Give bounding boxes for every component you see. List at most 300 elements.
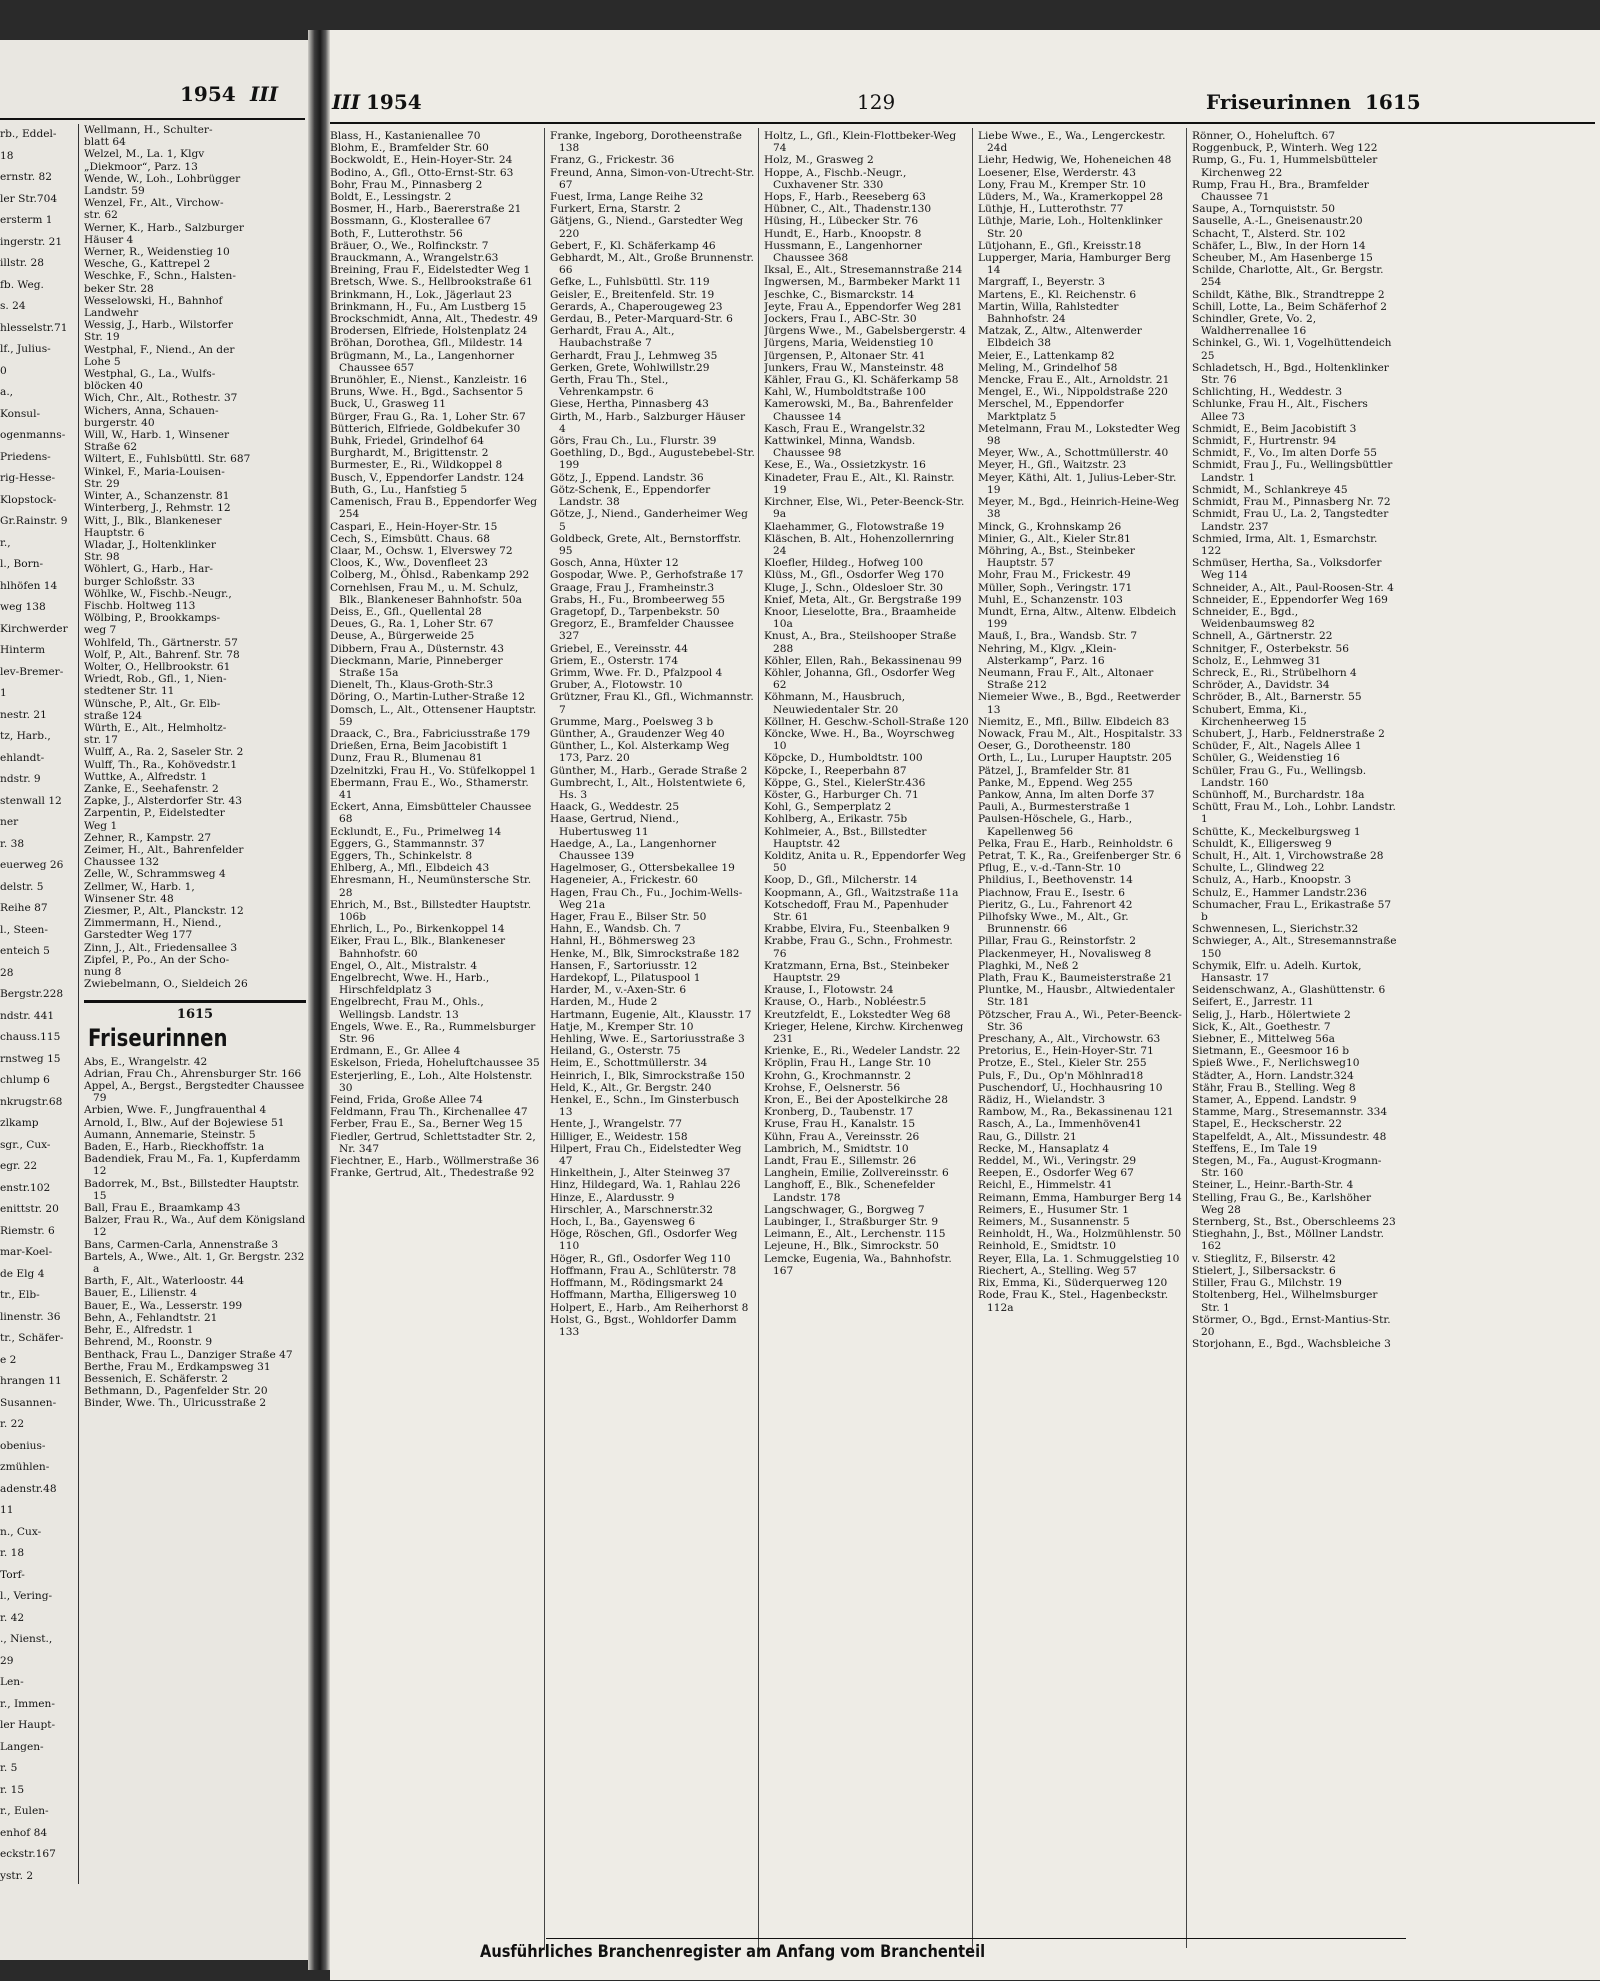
directory-entry: Winterberg, J., Rehmstr. 12 [84,502,231,515]
directory-entry: Schmidt, E., Beim Jacobistift 3 [1192,422,1357,435]
directory-entry: Klopstock- [0,493,57,506]
directory-entry: Storjohann, E., Bgd., Wachsbleiche 3 [1192,1338,1391,1351]
directory-entry: Hoffmann, Frau A., Schlüterstr. 78 [550,1264,737,1277]
section-title: Friseurinnen [88,1023,228,1052]
directory-entry: Gosch, Anna, Hüxter 12 [550,557,679,570]
directory-entry: Schulte, L., Glindweg 22 [1192,862,1325,875]
directory-entry: Hinkelthein, J., Alter Steinweg 37 [550,1167,731,1180]
directory-entry: Haedge, A., La., Langenhorner Chaussee 139 [550,837,717,862]
directory-entry: Recke, M., Hansaplatz 4 [978,1142,1110,1155]
directory-entry: Bockwoldt, E., Hein-Hoyer-Str. 24 [330,154,513,167]
directory-entry: Kluge, J., Schn., Oldesloer Str. 30 [764,581,944,594]
directory-entry: Stieghahn, J., Bst., Möllner Landstr. 162 [1192,1228,1385,1253]
directory-entry: Priedens- [0,450,51,463]
directory-entry: Jeyte, Frau A., Eppendorfer Weg 281 [764,300,963,313]
directory-entry: Schmidt, Frau J., Fu., Wellingsbüttler Landstr. 1 [1192,459,1393,484]
directory-entry: Margraff, I., Beyerstr. 3 [978,276,1105,289]
directory-entry: Schumacher, Frau L., Erikastraße 57 b [1192,898,1392,923]
directory-entry: Schmied, Irma, Alt. 1, Esmarchstr. 122 [1192,532,1378,557]
directory-entry: Harden, M., Hude 2 [550,996,658,1009]
directory-entry: Zellmer, W., Harb. 1, [84,880,195,893]
directory-entry: Barth, F., Alt., Waterloostr. 44 [84,1275,245,1288]
directory-entry: Baden, E., Harb., Rieckhoffstr. 1a [84,1141,265,1154]
directory-entry: Dibbern, Frau A., Düsternstr. 43 [330,642,504,655]
directory-entry: Siebner, E., Mittelweg 56a [1192,1033,1335,1046]
directory-entry: Balzer, Frau R., Wa., Auf dem Königsland 12 [84,1214,306,1239]
directory-entry: hrangen 11 [0,1375,62,1387]
directory-entry: Iksal, E., Alt., Stresemannstraße 214 [764,264,963,277]
directory-entry: Eskelson, Frieda, Hoheluftchaussee 35 [330,1057,540,1070]
directory-entry: Liebe Wwe., E., Wa., Lengerckestr. 24d [978,130,1166,155]
directory-entry: Puls, F., Du., Op'n Möhlnrad18 [978,1069,1144,1082]
directory-entry: Wulff, Th., Ra., Kohövedstr.1 [84,758,238,771]
directory-entry: Hundt, E., Harb., Knoopstr. 8 [764,227,922,240]
directory-entry: Klaehammer, G., Flotowstraße 19 [764,520,945,533]
directory-entry: Wich, Chr., Alt., Rothestr. 37 [84,392,238,405]
directory-entry: Bräuer, O., We., Rolfinckstr. 7 [330,239,489,252]
directory-entry: Ebermann, Frau E., Wo., Sthamerstr. 41 [330,776,529,801]
directory-entry: Höger, R., Gfl., Osdorfer Weg 110 [550,1252,731,1265]
directory-entry: Krause, I., Flotowstr. 24 [764,984,894,997]
directory-entry: Pillar, Frau G., Reinstorfstr. 2 [978,935,1136,948]
directory-entry: Bergstr.228 [0,988,64,1000]
directory-entry: Hoffmann, Martha, Elligersweg 10 [550,1289,737,1302]
directory-entry: Störmer, O., Bgd., Ernst-Mantius-Str. 20 [1192,1313,1391,1338]
directory-entry: 28 [0,966,14,979]
directory-entry: Wölbing, P., Brookkamps- [84,612,221,625]
directory-entry: Schüler, Frau G., Fu., Wellingsb. Landstr. 160 [1192,764,1367,789]
directory-entry: Schult, H., Alt. 1, Virchowstraße 28 [1192,849,1384,862]
directory-entry: Roggenbuck, P., Winterh. Weg 122 [1192,142,1378,155]
directory-entry: rnstweg 15 [0,1052,61,1065]
directory-entry: Meyer, H., Gfl., Waitzstr. 23 [978,459,1127,472]
directory-entry: Bauer, E., Lilienstr. 4 [84,1287,198,1300]
directory-entry: Eggers, Th., Schinkelstr. 8 [330,849,473,862]
directory-entry: Krohse, F., Oelsnerstr. 56 [764,1081,901,1094]
directory-entry: Jürgens Wwe., M., Gabelsbergerstr. 4 [764,325,967,338]
directory-entry: Stapelfeldt, A., Alt., Missundestr. 48 [1192,1130,1387,1143]
directory-entry: Westphal, G., La., Wulfs- [84,368,216,381]
directory-entry: Haase, Gertrud, Niend., Hubertusweg 11 [550,813,680,838]
directory-entry: Höge, Röschen, Gfl., Osdorfer Weg 110 [550,1228,738,1253]
directory-entry: ingerstr. 21 [0,235,63,248]
page-number: 129 [857,90,896,114]
directory-entry: Wolf, P., Alt., Bahrenf. Str. 78 [84,648,240,661]
directory-entry: Lambrich, M., Smidtstr. 10 [764,1142,909,1155]
column-rule-4 [1186,128,1187,1948]
directory-entry: Behr, E., Alfredstr. 1 [84,1324,194,1337]
directory-entry: Götze, J., Niend., Ganderheimer Weg 5 [550,508,748,533]
directory-entry: Gefke, L., Fuhlsbüttl. Str. 119 [550,276,710,289]
directory-entry: Hageneier, A., Frickestr. 60 [550,874,698,887]
directory-entry: blatt 64 [84,136,126,149]
directory-entry: Sauselle, A.-L., Gneisenaustr.20 [1192,215,1363,228]
directory-entry: Feind, Frida, Große Allee 74 [330,1094,483,1107]
directory-entry: ndstr. 9 [0,773,41,785]
directory-entry: Kohl, G., Semperplatz 2 [764,801,892,814]
directory-entry: str. 17 [84,734,118,747]
directory-entry: Bessenich, E. Schäferstr. 2 [84,1372,229,1385]
directory-entry: Schröder, B., Alt., Barnerstr. 55 [1192,691,1362,704]
directory-entry: Cloos, K., Ww., Dovenfleet 23 [330,557,488,570]
directory-entry: obenius- [0,1439,46,1452]
directory-entry: Reimann, Emma, Hamburger Berg 14 [978,1191,1182,1204]
directory-entry: Gruber, A., Flotowstr. 10 [550,679,683,692]
directory-entry: nkrugstr.68 [0,1095,63,1108]
directory-entry: Cornehlsen, Frau M., u. M. Schulz, Blk., Blankeneser Bahnhofstr. 50a [330,581,522,606]
directory-entry: Hagen, Frau Ch., Fu., Jochim-Wells-Weg 21a [550,886,743,911]
directory-entry: Pötzscher, Frau A., Wi., Peter-Beenck-Str. 36 [978,1008,1182,1033]
directory-entry: Behrend, M., Roonstr. 9 [84,1336,213,1349]
directory-entry: Meyer, Ww., A., Schottmüllerstr. 40 [978,447,1169,460]
directory-entry: Reimers, M., Susannenstr. 5 [978,1216,1130,1229]
directory-entry: ler Str.704 [0,192,58,205]
directory-entry: Domsch, L., Alt., Ottensener Hauptstr. 59 [330,703,537,728]
directory-entry: eckstr.167 [0,1848,56,1860]
directory-entry: Pätzel, J., Bramfelder Str. 81 [978,764,1131,777]
directory-entry: Ehlberg, A., Mfl., Elbdeich 43 [330,862,490,875]
directory-entry: Krieger, Helene, Kirchw. Kirchenweg 231 [764,1020,964,1046]
directory-entry: Str. 98 [84,551,120,564]
directory-entry: r. 15 [0,1783,25,1796]
left-column-1 [0,124,76,1894]
directory-entry: Franke, Ingeborg, Dorotheenstraße 138 [550,130,742,155]
book-gutter [308,30,330,1970]
directory-entry: Susannen- [0,1396,57,1409]
directory-entry: Will, W., Harb. 1, Winsener [84,429,230,442]
directory-entry: Blohm, E., Bramfelder Str. 60 [330,142,489,155]
directory-entry: stedtener Str. 11 [84,685,175,698]
directory-entry: Stoltenberg, Hel., Wilhelmsburger Str. 1 [1192,1289,1378,1314]
directory-entry: Scholz, E., Lehmweg 31 [1192,654,1322,667]
directory-entry: Meyer, Käthi, Alt. 1, Julius-Leber-Str. 19 [978,471,1177,496]
directory-entry: Lüthje, Marie, Loh., Holtenklinker Str. 20 [978,215,1163,240]
directory-entry: Lüders, M., Wa., Kramerkoppel 28 [978,191,1164,204]
directory-entry: Bohr, Frau M., Pinnasberg 2 [330,178,483,191]
directory-entry: Zelle, W., Schrammsweg 4 [84,868,226,881]
directory-entry: Langen- [0,1740,44,1753]
directory-entry: Benthack, Frau L., Danziger Straße 47 [84,1348,293,1361]
directory-entry: straße 124 [84,709,143,722]
directory-entry: Minier, G., Alt., Kieler Str.81 [978,532,1131,545]
directory-entry: burgerstr. 40 [84,416,155,429]
directory-entry: Hoch, I., Ba., Gayensweg 6 [550,1216,696,1229]
directory-entry: Henke, M., Blk, Simrockstraße 182 [550,947,740,960]
directory-entry: Stielert, J., Silbersackstr. 6 [1192,1264,1336,1277]
directory-entry: r., Eulen- [0,1805,49,1817]
directory-entry: Freund, Anna, Simon-von-Utrecht-Str. 67 [550,166,755,191]
directory-entry: Henkel, E., Schn., Im Ginsterbusch 13 [550,1094,740,1119]
directory-entry: lf., Julius- [0,343,51,355]
directory-entry: Krohn, G., Krochmannstr. 2 [764,1069,912,1082]
directory-entry: Hoffmann, M., Rödingsmarkt 24 [550,1277,724,1290]
directory-entry: Bütterich, Elfriede, Goldbekufer 30 [330,422,521,435]
directory-entry: Laubinger, I., Straßburger Str. 9 [764,1216,939,1229]
directory-entry: Kreutzfeldt, E., Lokstedter Weg 68 [764,1008,951,1021]
directory-entry: Deiss, E., Gfl., Quellental 28 [330,605,482,618]
directory-entry: Gerken, Grete, Wohlwillstr.29 [550,361,710,374]
directory-entry: Fiechtner, E., Harb., Wöllmerstraße 36 [330,1155,540,1168]
directory-entry: Dunz, Frau R., Blumenau 81 [330,752,483,765]
directory-entry: Reyer, Ella, La. 1. Schmuggelstieg 10 [978,1252,1180,1265]
directory-entry: Steffens, E., Im Tale 19 [1192,1142,1318,1155]
directory-entry: Kühn, Frau A., Vereinsstr. 26 [764,1130,920,1143]
directory-entry: Günther, A., Graudenzer Weg 40 [550,727,725,740]
directory-entry: enteich 5 [0,945,50,957]
directory-entry: Stähr, Frau B., Stelling. Weg 8 [1192,1081,1356,1094]
directory-entry: Schreck, E., Ri., Strübelhorn 4 [1192,666,1357,679]
directory-entry: Schmidt, F., Vo., Im alten Dorfe 55 [1192,447,1377,460]
directory-entry: Adrian, Frau Ch., Ahrensburger Str. 166 [84,1067,302,1080]
directory-entry: Meling, M., Grindelhof 58 [978,361,1118,374]
directory-entry: Garstedter Weg 177 [84,929,193,942]
directory-entry: Lüthje, H., Lutterothstr. 77 [978,203,1124,216]
directory-entry: enittstr. 20 [0,1203,59,1215]
directory-entry: Zeimer, H., Alt., Bahrenfelder [84,843,244,856]
directory-entry: Busch, V., Eppendorfer Landstr. 124 [330,471,525,484]
directory-entry: Götz-Schenk, E., Eppendorfer Landstr. 38 [550,483,711,509]
directory-entry: ler Haupt- [0,1719,56,1731]
listing-column-5 [1192,130,1397,1930]
directory-entry: Winsener Str. 48 [84,892,174,905]
directory-entry: Jockers, Frau I., ABC-Str. 30 [764,313,917,326]
directory-entry: Hardekopf, L., Pilatuspool 1 [550,972,701,985]
directory-entry: Engelbrecht, Wwe. H., Harb., Hirschfeldplatz 3 [330,972,490,997]
directory-entry: Jürgens, Maria, Weidenstieg 10 [764,337,934,350]
directory-entry: Franz, G., Frickestr. 36 [550,154,675,167]
directory-entry: Pretorius, E., Hein-Hoyer-Str. 71 [978,1045,1154,1058]
directory-entry: Spieß Wwe., F., Nerlichsweg10 [1192,1057,1360,1070]
directory-entry: Wohlfeld, Th., Gärtnerstr. 57 [84,636,238,649]
directory-entry: Schulz, A., Harb., Knoopstr. 3 [1192,874,1352,887]
directory-entry: Zarpentin, P., Eidelstedter [84,807,225,820]
directory-entry: Schnell, A., Gärtnerstr. 22 [1192,630,1333,643]
directory-entry: Riechert, A., Stelling. Weg 57 [978,1264,1137,1277]
directory-entry: Kahl, W., Humboldtstraße 100 [764,386,927,399]
directory-entry: Bartels, A., Wwe., Alt. 1, Gr. Bergstr. 232 a [84,1250,305,1276]
directory-entry: Wolter, O., Hellbrookstr. 61 [84,660,231,673]
directory-entry: Brunöhler, E., Nienst., Kanzleistr. 16 [330,374,527,387]
directory-entry: Deuse, A., Bürgerweide 25 [330,630,475,643]
directory-entry: weg 7 [84,624,117,637]
directory-entry: Meier, E., Lattenkamp 82 [978,349,1115,362]
directory-entry: Rambow, M., Ra., Bekassinenau 121 [978,1106,1174,1119]
directory-entry: Pieritz, G., Lu., Fahrenort 42 [978,898,1133,911]
directory-entry: adenstr.48 [0,1482,57,1495]
directory-entry: r. 22 [0,1418,25,1430]
directory-entry: Schäfer, L., Blw., In der Horn 14 [1192,239,1366,252]
directory-entry: hlesselstr.71 [0,321,68,334]
directory-entry: Gregorz, E., Bramfelder Chaussee 327 [550,618,734,643]
directory-entry: Lemcke, Eugenia, Wa., Bahnhofstr. 167 [764,1252,952,1277]
directory-entry: Steiner, L., Heinr.-Barth-Str. 4 [1192,1179,1354,1192]
directory-entry: Hente, J., Wrangelstr. 77 [550,1118,682,1131]
directory-entry: Lony, Frau M., Kremper Str. 10 [978,178,1146,191]
directory-entry: Langschwager, G., Borgweg 7 [764,1203,925,1216]
directory-entry: Chaussee 132 [84,856,160,869]
directory-entry: Kohlmeier, A., Bst., Billstedter Hauptstr. 42 [764,825,927,850]
directory-entry: Hagelmoser, G., Ottersbekallee 19 [550,862,735,875]
directory-entry: Hinterm [0,644,46,656]
directory-entry: s. 24 [0,300,26,312]
directory-entry: Kruse, Frau H., Kanalstr. 15 [764,1118,916,1131]
directory-entry: Köncke, Wwe. H., Ba., Woyrschweg 10 [764,727,955,753]
directory-entry: Sick, K., Alt., Goethestr. 7 [1192,1020,1331,1033]
directory-entry: Wesche, G., Kattrepel 2 [84,258,211,271]
directory-entry: Martin, Willa, Rahlstedter Bahnhofstr. 24 [978,300,1119,326]
directory-entry: Holst, G., Bgst., Wohldorfer Damm 133 [550,1313,737,1338]
directory-entry: Hahnl, H., Böhmersweg 23 [550,935,696,948]
directory-entry: Geisler, E., Breitenfeld. Str. 19 [550,288,715,301]
directory-entry: Götz, J., Eppend. Landstr. 36 [550,471,704,484]
directory-entry: Ehrich, M., Bst., Billstedter Hauptstr. 106b [330,898,532,923]
directory-entry: Schlunke, Frau H., Alt., Fischers Allee 73 [1192,398,1368,423]
directory-entry: Schmidt, F., Hurtrenstr. 94 [1192,435,1337,448]
directory-entry: Zanke, E., Seehafenstr. 2 [84,782,219,795]
directory-entry: Loesener, Else, Werderstr. 43 [978,166,1136,179]
directory-entry: Gr.Rainstr. 9 [0,515,68,527]
directory-entry: Grützner, Frau Kl., Gfl., Wichmannstr. 7 [550,691,754,716]
directory-entry: Schubert, J., Harb., Feldnerstraße 2 [1192,727,1385,740]
directory-entry: Giese, Hertha, Pinnasberg 43 [550,398,709,411]
column-rule-2 [758,128,759,1948]
directory-entry: Protze, E., Stel., Kieler Str. 255 [978,1057,1147,1070]
directory-entry: Rädiz, H., Wielandstr. 3 [978,1094,1106,1107]
directory-entry: Berthe, Frau M., Erdkampsweg 31 [84,1360,271,1373]
directory-entry: Brockschmidt, Anna, Alt., Thedestr. 49 [330,313,538,326]
directory-entry: Dieckmann, Marie, Pinneberger Straße 15a [330,654,503,679]
directory-entry: Zimmermann, H., Niend., [84,917,222,930]
directory-entry: Schladetsch, H., Bgd., Holtenklinker Str. 76 [1192,361,1389,387]
left-column-rule [78,124,79,1884]
directory-entry: Lütjohann, E., Gfl., Kreisstr.18 [978,239,1142,252]
directory-entry: lev-Bremer- [0,665,64,678]
directory-entry: Schütte, K., Meckelburgsweg 1 [1192,825,1361,838]
directory-entry: Seidenschwanz, A., Glashüttenstr. 6 [1192,984,1386,997]
directory-entry: Muhl, E., Schanzenstr. 103 [978,593,1123,606]
directory-entry: Winter, A., Schanzenstr. 81 [84,490,230,503]
directory-entry: Haack, G., Weddestr. 25 [550,801,680,814]
directory-entry: ersterm 1 [0,214,53,226]
directory-entry: Schilde, Charlotte, Alt., Gr. Bergstr. 254 [1192,264,1384,289]
directory-entry: Koopmann, A., Gfl., Waitzstraße 11a [764,886,959,899]
directory-entry: Weg 1 [84,819,118,832]
directory-entry: Hinze, E., Alardusstr. 9 [550,1191,675,1204]
directory-entry: Claar, M., Ochsw. 1, Elverswey 72 [330,544,513,557]
directory-entry: Liehr, Hedwig, We, Hoheneichen 48 [978,154,1172,167]
directory-entry: Schinkel, G., Wi. 1, Vogelhüttendeich 25 [1192,337,1392,362]
directory-entry: ogenmanns- [0,429,66,441]
section-header-number: 1615 [1365,90,1421,114]
directory-entry: Kirchwerder [0,622,68,635]
directory-entry: Cech, S., Eimsbütt. Chaus. 68 [330,532,491,545]
directory-entry: chlump 6 [0,1074,50,1086]
directory-entry: Köllner, H. Geschw.-Scholl-Straße 120 [764,715,969,728]
directory-entry: Bruns, Wwe. H., Bgd., Sachsentor 5 [330,386,524,399]
directory-entry: Engel, O., Alt., Mistralstr. 4 [330,959,478,972]
directory-entry: Hops, F., Harb., Reeseberg 63 [764,191,926,204]
directory-entry: Schüler, G., Weidenstieg 16 [1192,752,1340,765]
directory-entry: Kotschedoff, Frau M., Papenhuder Str. 61 [764,898,949,923]
directory-entry: Arnold, I., Blw., Auf der Bojewiese 51 [84,1116,285,1129]
directory-entry: chauss.115 [0,1031,61,1043]
directory-entry: r. 42 [0,1611,25,1624]
directory-entry: Held, K., Alt., Gr. Bergstr. 240 [550,1081,712,1094]
directory-entry: Selig, J., Harb., Hölertwiete 2 [1192,1008,1351,1021]
directory-entry: Schymik, Elfr. u. Adelh. Kurtok, Hansastr. 17 [1192,959,1362,985]
directory-entry: Bans, Carmen-Carla, Annenstraße 3 [84,1238,279,1251]
directory-entry: Rix, Emma, Ki., Süderquerweg 120 [978,1277,1168,1290]
directory-entry: Brügmann, M., La., Langenhorner Chaussee 657 [330,349,515,374]
directory-entry: Panke, M., Eppend. Weg 255 [978,776,1133,789]
directory-entry: Rasch, A., La., Immenhöven41 [978,1118,1142,1131]
directory-entry: Kron, E., Bei der Apostelkirche 28 [764,1094,948,1107]
directory-entry: beker Str. 28 [84,282,154,295]
directory-entry: Zinn, J., Alt., Friedensallee 3 [84,941,238,954]
directory-entry: Abs, E., Wrangelstr. 42 [84,1055,208,1068]
directory-entry: Krabbe, Elvira, Fu., Steenbalken 9 [764,923,950,936]
directory-entry: Wessig, J., Harb., Wilstorfer [84,319,233,332]
directory-entry: weg 138 [0,601,46,613]
left-header-rule [0,118,305,120]
directory-entry: ndstr. 441 [0,1009,55,1022]
directory-entry: Hirschler, A., Marschnerstr.32 [550,1203,713,1216]
directory-entry: Gebert, F., Kl. Schäferkamp 46 [550,239,716,252]
directory-entry: Fuest, Irma, Lange Reihe 32 [550,191,704,204]
directory-entry: Stegen, M., Fa., August-Krogmann-Str. 160 [1192,1155,1382,1180]
directory-entry: Engelbrecht, Frau M., Ohls., Wellingsb. Landstr. 13 [330,996,484,1021]
directory-entry: Weschke, F., Schn., Halsten- [84,270,236,283]
directory-entry: Schneider, E., Eppendorfer Weg 169 [1192,593,1388,606]
directory-entry: r. 38 [0,837,25,850]
directory-entry: Wulff, A., Ra. 2, Saseler Str. 2 [84,746,244,759]
directory-entry: Wellmann, H., Schulter- [84,124,213,136]
directory-entry: delstr. 5 [0,880,44,893]
directory-entry: Deues, G., Ra. 1, Loher Str. 67 [330,618,494,631]
directory-entry: Gerhardt, Frau A., Alt., Haubachstraße 7 [550,325,675,350]
directory-entry: Metelmann, Frau M., Lokstedter Weg 98 [978,422,1181,448]
directory-entry: Mencke, Frau E., Alt., Arnoldstr. 21 [978,374,1170,387]
directory-entry: Binder, Wwe. Th., Ulricusstraße 2 [84,1397,267,1410]
directory-entry: Neumann, Frau F., Alt., Altonaer Straße 212 [978,666,1154,692]
directory-entry: Kronberg, D., Taubenstr. 17 [764,1106,914,1119]
right-page [330,30,1600,1980]
directory-entry: Hoppe, A., Fischb.-Neugr., Cuxhavener Str. 330 [764,166,907,191]
directory-entry: Hauptstr. 6 [84,526,145,539]
directory-entry: Krienke, E., Ri., Wedeler Landstr. 22 [764,1045,961,1058]
directory-entry: Reinholdt, H., Wa., Holzmühlenstr. 50 [978,1228,1182,1241]
directory-entry: enstr.102 [0,1181,51,1194]
directory-entry: Hinz, Hildegard, Wa. 1, Rahlau 226 [550,1179,741,1192]
directory-entry: Piachnow, Frau E., Isestr. 6 [978,886,1126,899]
directory-entry: Häuser 4 [84,233,134,246]
directory-entry: euerweg 26 [0,859,64,871]
directory-entry: mar-Koel- [0,1246,53,1258]
directory-entry: Oeser, G., Dorotheenstr. 180 [978,740,1131,753]
directory-entry: Schildt, Käthe, Blk., Strandtreppe 2 [1192,288,1385,301]
directory-entry: r. 5 [0,1762,18,1774]
directory-entry: Lohe 5 [84,355,121,368]
directory-entry: Buck, U., Grasweg 11 [330,398,446,411]
directory-entry: Schmüser, Hertha, Sa., Volksdorfer Weg 114 [1192,557,1382,582]
directory-entry: Stelling, Frau G., Be., Karlshöher Weg 28 [1192,1191,1372,1216]
footer-banner: Ausführliches Branchenregister am Anfang vom Branchenteil [480,1942,986,1962]
directory-entry: Girth, M., Harb., Salzburger Häuser 4 [550,410,746,435]
directory-entry: Mauß, I., Bra., Wandsb. Str. 7 [978,630,1138,643]
directory-entry: Jürgensen, P., Altonaer Str. 41 [764,349,926,362]
directory-entry: ner [0,816,19,828]
directory-entry: Ehrlich, L., Po., Birkenkoppel 14 [330,923,505,936]
